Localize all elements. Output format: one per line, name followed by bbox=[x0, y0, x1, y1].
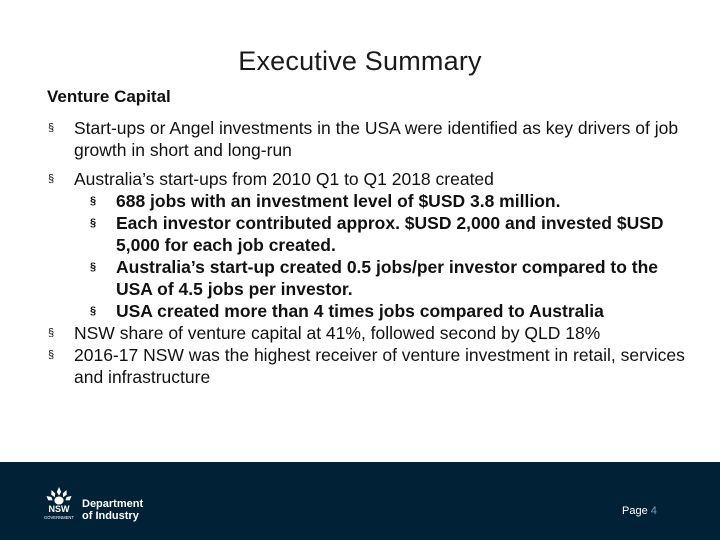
bullet-marker: § bbox=[48, 173, 55, 185]
bullet-item bbox=[47, 168, 687, 190]
bullet-text: Each investor contributed approx. $USD 2,000 and invested $USD 5,000 for each job created. bbox=[116, 213, 664, 255]
logo-wordmark: NSW bbox=[48, 504, 70, 514]
sub-bullet-item bbox=[89, 190, 687, 212]
bullet-marker: § bbox=[48, 327, 55, 339]
bullet-text: USA created more than 4 times jobs compared to Australia bbox=[116, 301, 604, 321]
page-number: 4 bbox=[650, 505, 657, 517]
bullet-item bbox=[47, 322, 687, 344]
page-label: Page bbox=[622, 505, 648, 517]
bullet-marker: § bbox=[48, 349, 55, 361]
bullet-text: Australia’s start-ups from 2010 Q1 to Q1 2018 created bbox=[74, 169, 494, 189]
bullet-item bbox=[47, 117, 687, 161]
department-line-1: Department bbox=[82, 498, 144, 510]
section-heading: Venture Capital bbox=[47, 87, 171, 106]
bullet-text: Start-ups or Angel investments in the USA were identified as key drivers of job growth in short and long-run bbox=[74, 118, 679, 160]
slide-title: Executive Summary bbox=[238, 46, 482, 76]
bullet-text: NSW share of venture capital at 41%, followed second by QLD 18% bbox=[74, 323, 601, 343]
sub-bullet-item bbox=[89, 256, 687, 300]
logo-subtext: GOVERNMENT bbox=[43, 515, 75, 520]
bullet-marker: § bbox=[90, 217, 97, 229]
bullet-text: 2016-17 NSW was the highest receiver of venture investment in retail, services and infrastructure bbox=[74, 345, 685, 387]
bullet-marker: § bbox=[90, 195, 97, 207]
bullet-marker: § bbox=[90, 261, 97, 273]
bullet-list bbox=[47, 117, 687, 395]
department-line-2: of Industry bbox=[82, 510, 139, 522]
sub-bullet-item bbox=[89, 300, 687, 322]
nsw-waratah-logo-icon bbox=[40, 486, 78, 522]
bullet-item bbox=[47, 344, 687, 388]
footer-bar bbox=[0, 462, 720, 540]
bullet-text: Australia’s start-up created 0.5 jobs/per investor compared to the USA of 4.5 jobs per investor. bbox=[116, 257, 659, 299]
bullet-marker: § bbox=[48, 122, 55, 134]
page-indicator bbox=[622, 505, 657, 517]
sub-bullet-item bbox=[89, 212, 687, 256]
bullet-marker: § bbox=[90, 305, 97, 317]
department-name bbox=[82, 498, 143, 522]
bullet-text: 688 jobs with an investment level of $USD 3.8 million. bbox=[116, 191, 561, 211]
